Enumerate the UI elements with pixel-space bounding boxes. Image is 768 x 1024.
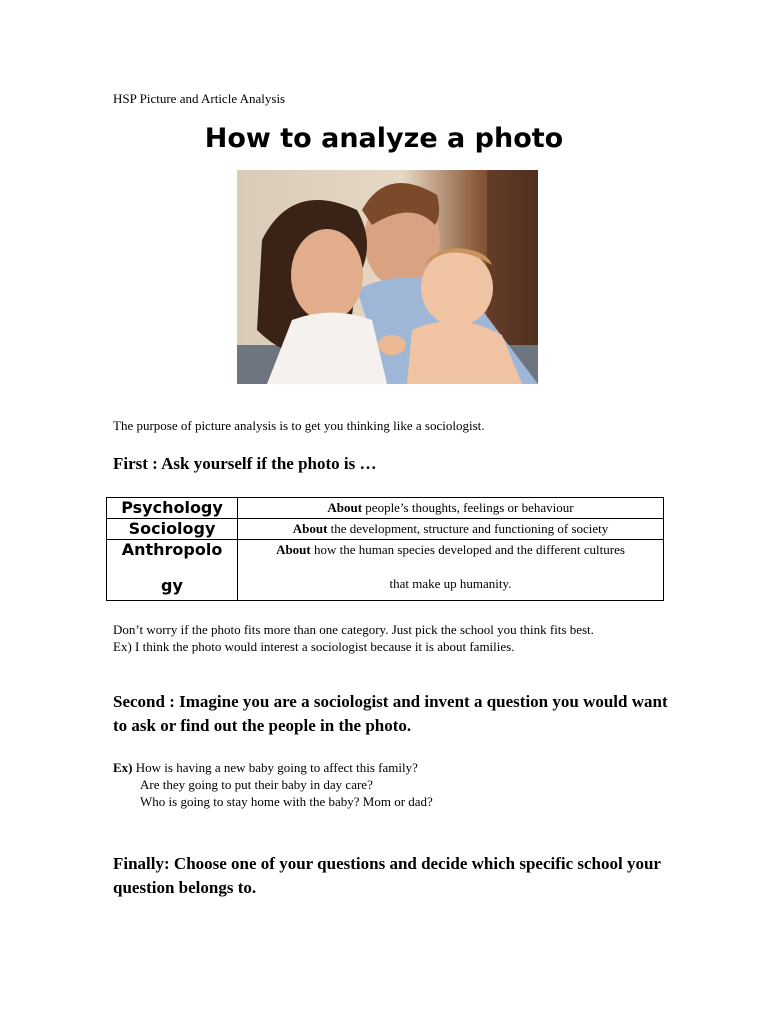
category-table (106, 497, 664, 601)
category-description: About people’s thoughts, feelings or behaviour (238, 498, 664, 519)
example-questions (113, 759, 433, 810)
table-row (107, 519, 664, 540)
document-header: HSP Picture and Article Analysis (113, 91, 286, 106)
example-prefix: Ex) (113, 760, 133, 775)
table-row (107, 498, 664, 519)
question-line: Who is going to stay home with the baby? Mom or dad? (140, 794, 433, 809)
page-title: How to analyze a photo (204, 123, 564, 154)
category-description: About how the human species developed and the different cultures that make up humanity. (238, 540, 664, 601)
second-heading: Second : Imagine you are a sociologist and invent a question you would want to ask or find out the people in the photo. (113, 692, 668, 735)
category-description: About the development, structure and functioning of society (238, 519, 664, 540)
question-line: Are they going to put their baby in day care? (140, 777, 373, 792)
category-name: Psychology (107, 498, 238, 519)
first-heading: First : Ask yourself if the photo is … (113, 454, 377, 473)
guidance-text (113, 621, 653, 655)
question-line: Ex) How is having a new baby going to affect this family? (113, 760, 418, 775)
family-photo-icon (237, 170, 538, 384)
category-name: Sociology (107, 519, 238, 540)
example-text: Ex) I think the photo would interest a sociologist because it is about families. (113, 639, 515, 654)
purpose-text: The purpose of picture analysis is to get you thinking like a sociologist. (113, 418, 485, 433)
finally-heading: Finally: Choose one of your questions and decide which specific school your question belongs to. (113, 854, 661, 897)
worry-text: Don’t worry if the photo fits more than one category. Just pick the school you think fits best. (113, 622, 594, 637)
category-name: Anthropolo gy (107, 540, 238, 601)
table-row (107, 540, 664, 601)
